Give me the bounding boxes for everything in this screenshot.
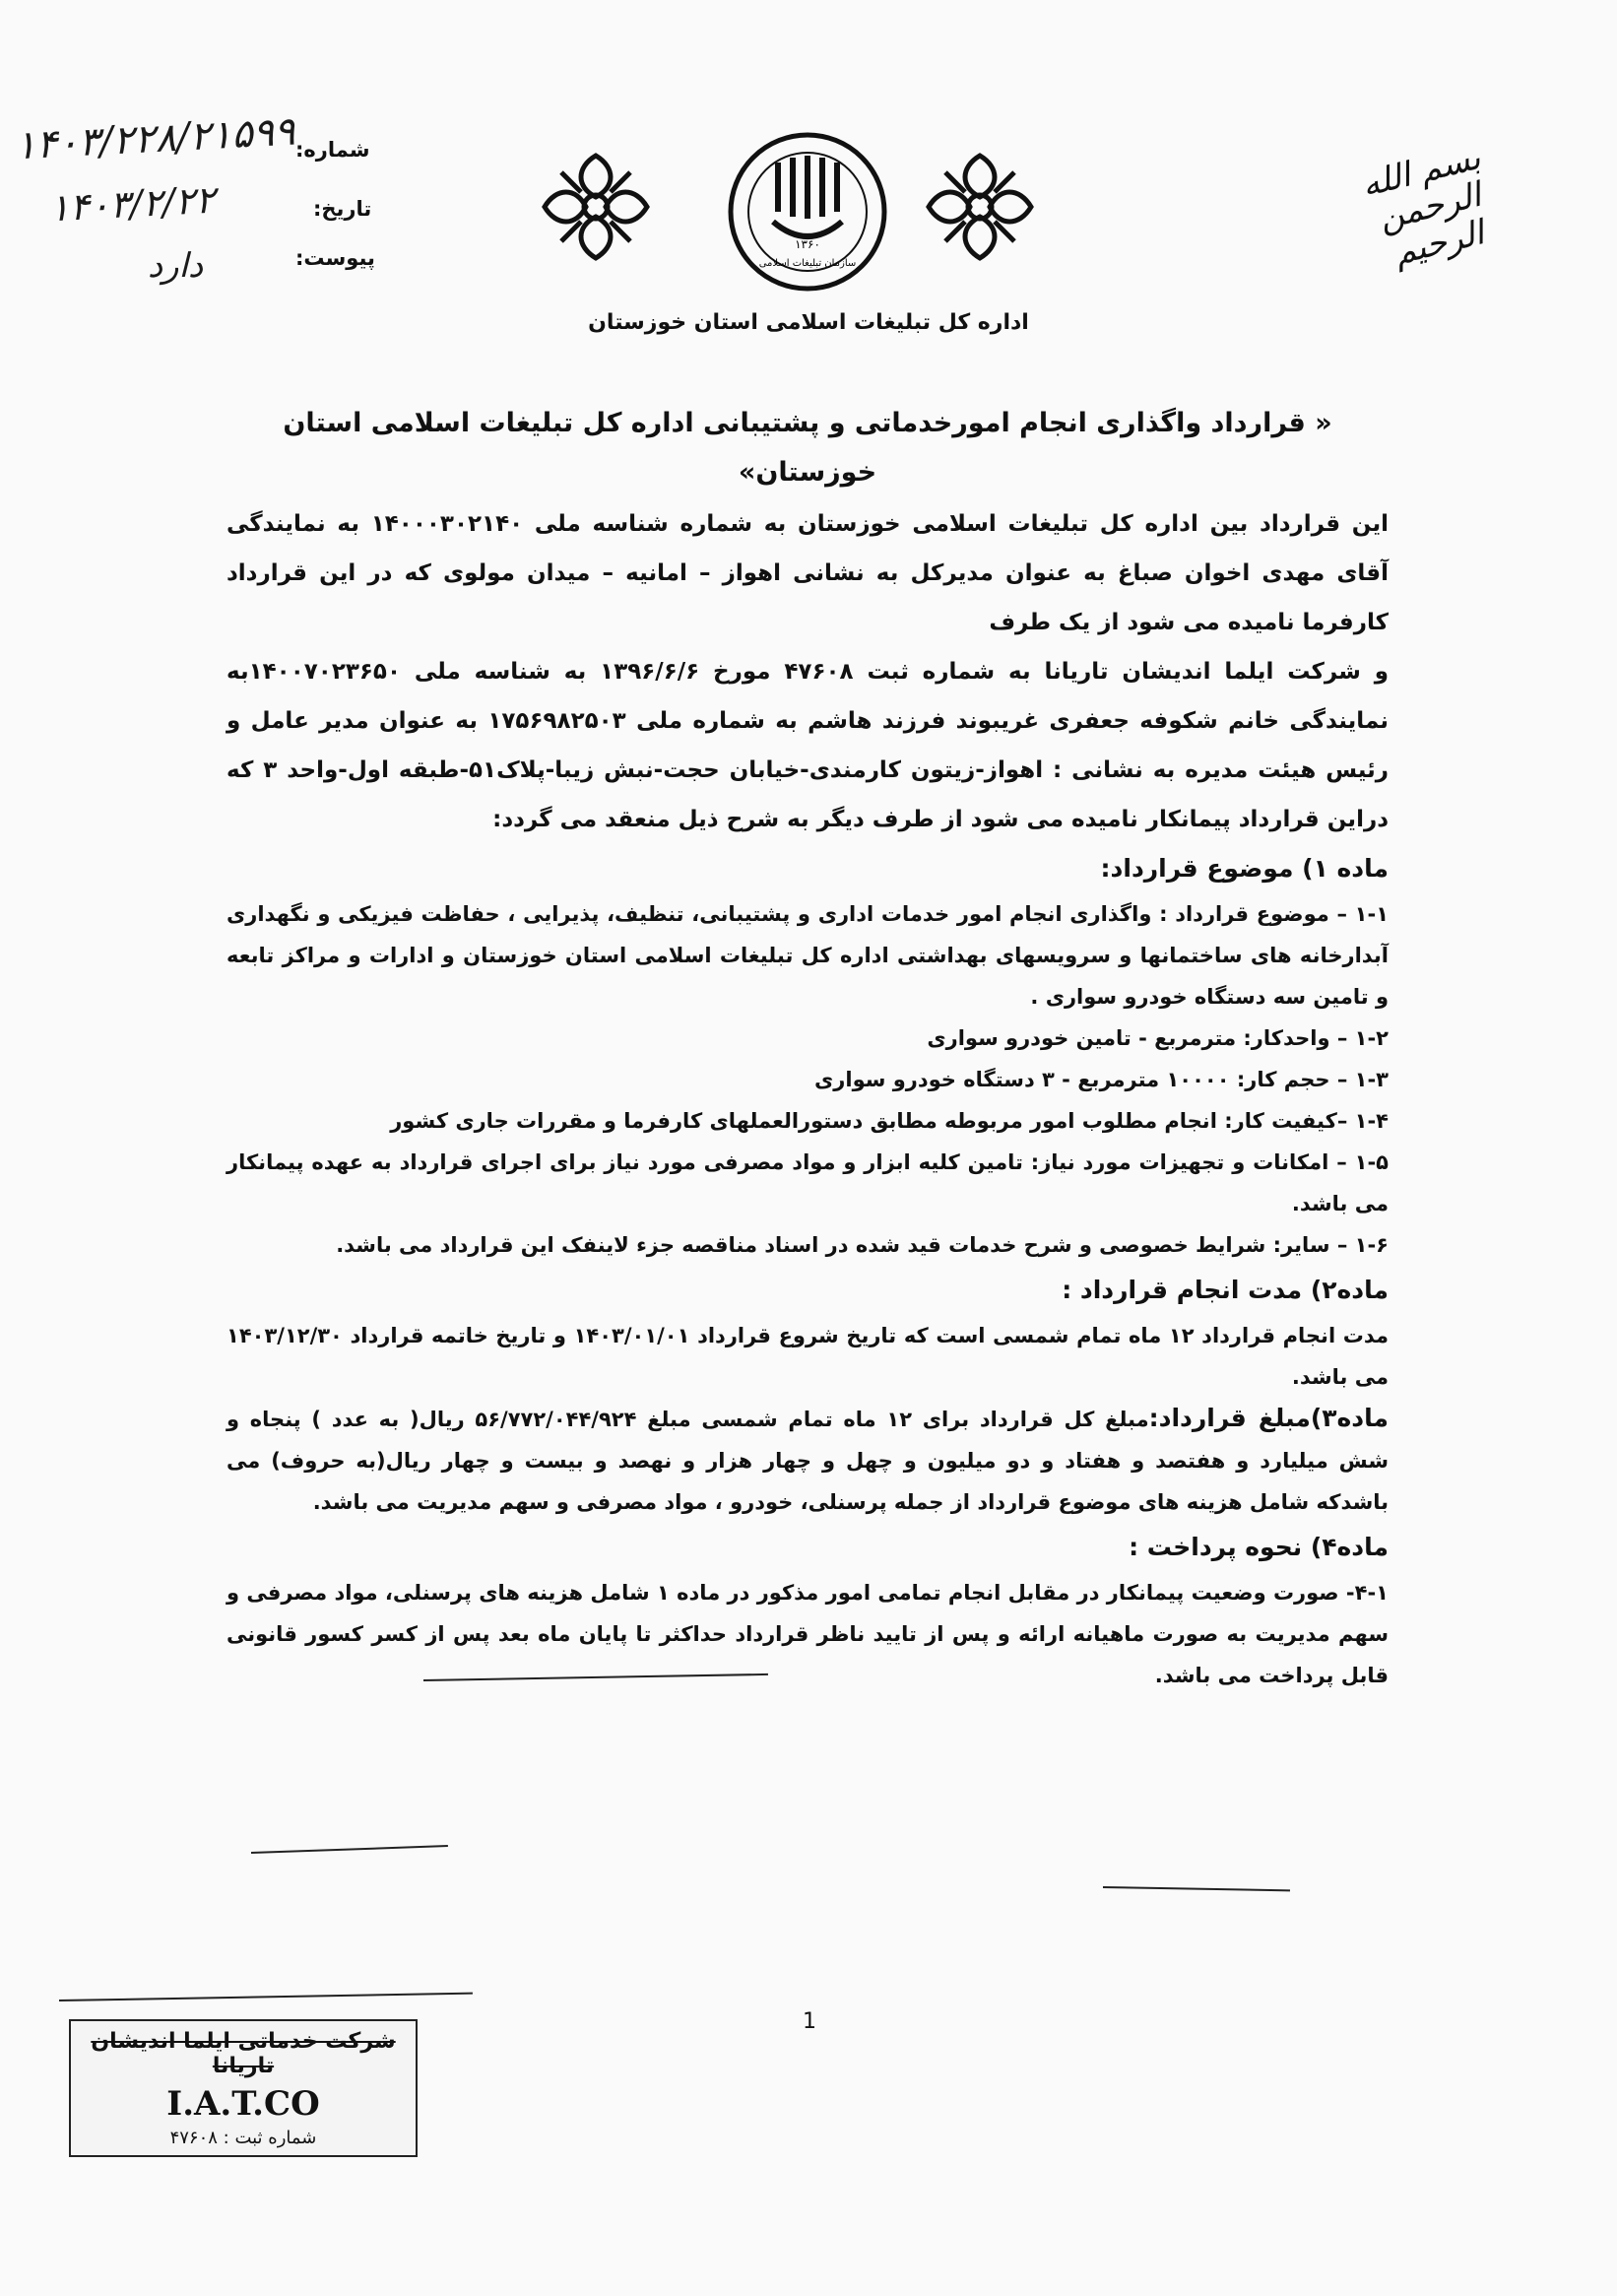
- article-1-item-text: تامین کلیه ابزار و مواد مصرفی مورد نیاز برای اجرای قرارداد به عهده پیمانکار می باشد.: [226, 1150, 1389, 1215]
- logo-text: سازمان تبلیغات اسلامی: [758, 258, 857, 269]
- company-stamp: [69, 2019, 418, 2157]
- article-1-item: [226, 1142, 1389, 1224]
- article-1-item: [226, 893, 1389, 1017]
- page-number: 1: [803, 2009, 816, 2034]
- basmala-calligraphy: بسم الله الرحمن الرحیم: [1357, 137, 1488, 274]
- article-1-item-label: ۱-۴ –کیفیت کار:: [1224, 1109, 1389, 1133]
- article-3-text: مبلغ کل قرارداد برای ۱۲ ماه تمام شمسی مبلغ ۵۶/۷۷۲/۰۴۴/۹۲۴ ریال( به عدد ) پنجاه و شش میلیارد و هفتصد و هفتاد و دو میلیون و چهل و چهار هزار و نهصد و بیست و چهار ریال(به حروف) می باشدکه شامل هزینه های موضوع قرارداد از جمله پرسنلی، خودرو ، مواد مصرفی و سهم مدیریت می باشد.: [226, 1408, 1389, 1514]
- article-1-item: [226, 1059, 1389, 1100]
- contract-intro-contractor: و شرکت ایلما اندیشان تاریانا به شماره ثبت ۴۷۶۰۸ مورخ ۱۳۹۶/۶/۶ به شناسه ملی ۱۴۰۰۷۰۲۳۶۵۰به نمایندگی خانم شکوفه جعفری غریبوند فرزند هاشم به شماره ملی ۱۷۵۶۹۸۲۵۰۳ به عنوان مدیر عامل و رئیس هیئت مدیره به نشانی : اهواز-زیتون کارمندی-خیابان حجت-نبش زیبا-پلاک۵۱-طبقه اول-واحد ۳ که دراین قرارداد پیمانکار نامیده می شود از طرف دیگر به شرح ذیل منعقد می گردد:: [226, 659, 1389, 832]
- organization-logo-icon: [709, 128, 906, 295]
- stamp-registration: شماره ثبت : ۴۷۶۰۸: [169, 2128, 317, 2148]
- ornament-left-icon: [537, 148, 655, 266]
- date-handwritten: ۱۴۰۳/۲/۲۲: [47, 177, 217, 230]
- article-1-item-label: ۱-۲ – واحدکار:: [1243, 1026, 1389, 1050]
- article-1-item-text: واگذاری انجام امور خدمات اداری و پشتیبانی، تنظیف، پذیرایی ، حفاظت فیزیکی و نگهداری آبدارخانه های ساختمانها و سرویسهای بهداشتی اداره کل تبلیغات اسلامی استان خوزستان و ادارات و مراکز تابعه و تامین سه دستگاه خودرو سواری .: [226, 902, 1389, 1009]
- pen-underline: [251, 1845, 448, 1854]
- pen-underline: [1103, 1886, 1290, 1891]
- article-1-item-label: ۱-۶ – سایر:: [1272, 1233, 1389, 1257]
- article-1-item-label: ۱-۳ – حجم کار:: [1236, 1068, 1389, 1091]
- article-1-item-text: ۱۰۰۰۰ مترمربع - ۳ دستگاه خودرو سواری: [814, 1068, 1230, 1091]
- article-2-text: مدت انجام قرارداد ۱۲ ماه تمام شمسی است که تاریخ شروع قرارداد ۱۴۰۳/۰۱/۰۱ و تاریخ خاتمه قرارداد ۱۴۰۳/۱۲/۳۰ می باشد.: [226, 1324, 1390, 1389]
- article-1-heading: ماده ۱) موضوع قرارداد:: [1100, 854, 1389, 883]
- article-1-item-text: مترمربع - تامین خودرو سواری: [927, 1026, 1237, 1050]
- contract-title: « قرارداد واگذاری انجام امورخدماتی و پشتیبانی اداره کل تبلیغات اسلامی استان خوزستان»: [283, 408, 1332, 488]
- attachment-handwritten: دارد: [148, 246, 204, 286]
- article-1-item: [226, 1017, 1389, 1059]
- organization-header: اداره کل تبلیغات اسلامی استان خوزستان: [588, 310, 1029, 335]
- stamp-company-name: شرکت خدماتی ایلما اندیشان تاریانا: [91, 2029, 396, 2078]
- article-2-heading: ماده۲) مدت انجام قرارداد :: [1062, 1276, 1389, 1304]
- article-3-heading: ماده۳)مبلغ قرارداد:: [1148, 1404, 1389, 1432]
- stamp-abbreviation: I.A.T.CO: [166, 2084, 320, 2124]
- contract-intro-employer: این قرارداد بین اداره کل تبلیغات اسلامی خوزستان به شماره شناسه ملی ۱۴۰۰۰۳۰۲۱۴۰ به نمایندگی آقای مهدی اخوان صباغ به عنوان مدیرکل به نشانی اهواز – امانیه – میدان مولوی که در این قرارداد کارفرما نامیده می شود از یک طرف: [226, 511, 1390, 635]
- article-1-item-label: ۱-۱ – موضوع قرارداد :: [1159, 902, 1390, 926]
- date-label: تاریخ:: [313, 197, 372, 221]
- number-label: شماره:: [295, 138, 370, 162]
- contract-body: [226, 399, 1389, 1696]
- article-1-item: [226, 1224, 1389, 1266]
- article-1-item-text: انجام مطلوب امور مربوطه مطابق دستورالعملهای کارفرما و مقررات جاری کشور: [390, 1109, 1217, 1133]
- article-4-heading: ماده۴) نحوه پرداخت :: [1129, 1533, 1389, 1561]
- article-1-item-text: شرایط خصوصی و شرح خدمات قید شده در اسناد مناقصه جزء لاینفک این قرارداد می باشد.: [336, 1233, 1266, 1257]
- article-1-item: [226, 1100, 1389, 1142]
- number-handwritten: ۱۴۰۳/۲۲۸/۲۱۵۹۹: [13, 108, 296, 169]
- article-1-item-label: ۱-۵ – امکانات و تجهیزات مورد نیاز:: [1030, 1150, 1389, 1174]
- ornament-right-icon: [921, 148, 1039, 266]
- logo-year: ۱۳۶۰: [795, 237, 820, 251]
- article-3: [226, 1398, 1389, 1523]
- signature-stroke: [59, 1993, 473, 2001]
- article-4-text: ۴-۱- صورت وضعیت پیمانکار در مقابل انجام تمامی امور مذکور در ماده ۱ شامل هزینه های پرسنلی، مواد مصرفی و سهم مدیریت به صورت ماهیانه ارائه و پس از تایید ناظر قرارداد حداکثر تا پایان ماه بعد پس از کسر کسور قانونی قابل پرداخت می باشد.: [226, 1581, 1389, 1687]
- attachment-label: پیوست:: [295, 246, 375, 270]
